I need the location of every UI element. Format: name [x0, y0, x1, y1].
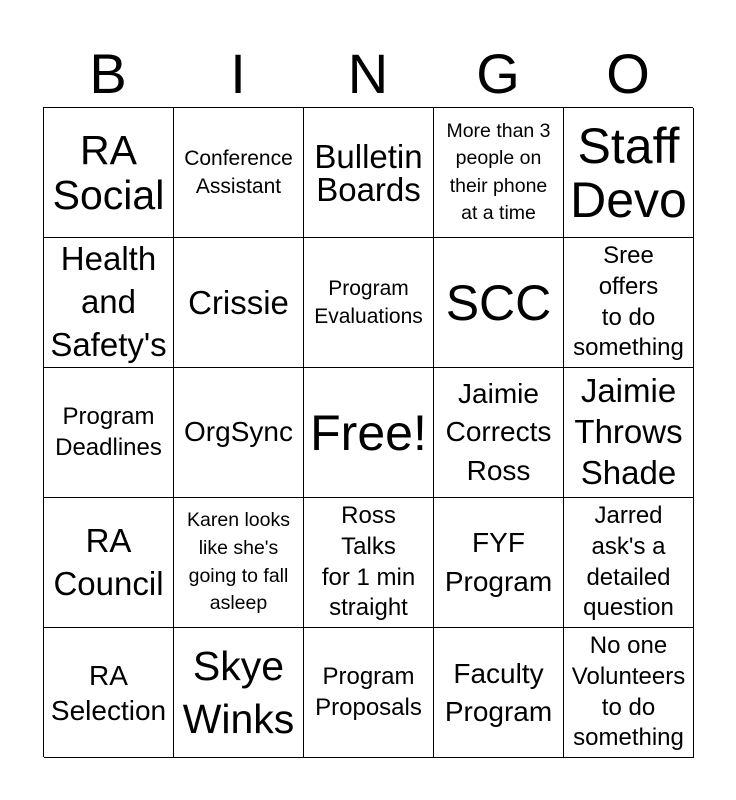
cell-text: Jaimie Corrects Ross — [445, 377, 552, 486]
bingo-cell[interactable] — [174, 108, 304, 238]
bingo-cell[interactable] — [174, 368, 304, 498]
cell-text: Crissie — [188, 284, 289, 321]
free-space[interactable] — [304, 368, 434, 498]
cell-text: Conference Assistant — [184, 146, 293, 198]
header-letter-n: N — [347, 42, 389, 105]
bingo-cell[interactable] — [174, 238, 304, 368]
cell-text: Skye Winks — [182, 643, 295, 742]
bingo-cell[interactable] — [44, 498, 174, 628]
cell-text: Program Evaluations — [314, 276, 423, 328]
cell-text: RA Selection — [50, 659, 167, 726]
bingo-cell[interactable] — [44, 368, 174, 498]
bingo-cell[interactable] — [564, 238, 694, 368]
cell-text: Karen looks like she's going to fall asleep — [187, 509, 290, 615]
bingo-cell[interactable] — [564, 498, 694, 628]
cell-text: Health and Safety's — [50, 240, 167, 363]
bingo-cell[interactable] — [434, 108, 564, 238]
header-letter-g: G — [476, 42, 520, 105]
cell-text: RA Council — [53, 521, 164, 602]
cell-text: OrgSync — [184, 416, 293, 448]
bingo-cell[interactable] — [44, 628, 174, 758]
bingo-board — [43, 107, 693, 757]
bingo-cell[interactable] — [304, 628, 434, 758]
cell-text: No one Volunteers to do something — [571, 632, 686, 752]
cell-text: Free! — [310, 404, 427, 461]
header-letter-o: O — [606, 42, 650, 105]
bingo-cell[interactable] — [304, 108, 434, 238]
cell-text: Faculty Program — [444, 657, 553, 727]
cell-text: Program Deadlines — [55, 402, 162, 461]
bingo-cell[interactable] — [434, 238, 564, 368]
cell-text: Jaimie Throws Shade — [574, 372, 683, 491]
cell-text: Jarred ask's a detailed question — [583, 502, 674, 622]
cell-text: FYF Program — [444, 526, 553, 597]
header-letter-i: I — [230, 42, 246, 105]
cell-text: Sree offers to do something — [573, 242, 684, 362]
cell-text: Bulletin Boards — [314, 137, 423, 208]
cell-text: Ross Talks for 1 min straight — [321, 502, 416, 622]
bingo-cell[interactable] — [304, 238, 434, 368]
bingo-cell[interactable] — [304, 498, 434, 628]
bingo-cell[interactable] — [44, 108, 174, 238]
bingo-cell[interactable] — [44, 238, 174, 368]
cell-text: SCC — [445, 274, 552, 331]
cell-text: More than 3 people on their phone at a time — [446, 119, 551, 224]
bingo-cell[interactable] — [174, 628, 304, 758]
bingo-cell[interactable] — [434, 628, 564, 758]
bingo-header — [43, 42, 693, 106]
bingo-cell[interactable] — [434, 498, 564, 628]
cell-text: Program Proposals — [315, 662, 422, 721]
bingo-cell[interactable] — [174, 498, 304, 628]
bingo-cell[interactable] — [564, 628, 694, 758]
cell-text: RA Social — [52, 127, 165, 218]
header-letter-b: B — [89, 42, 127, 105]
bingo-cell[interactable] — [564, 368, 694, 498]
cell-text: Staff Devo — [570, 117, 687, 228]
bingo-cell[interactable] — [434, 368, 564, 498]
bingo-cell[interactable] — [564, 108, 694, 238]
